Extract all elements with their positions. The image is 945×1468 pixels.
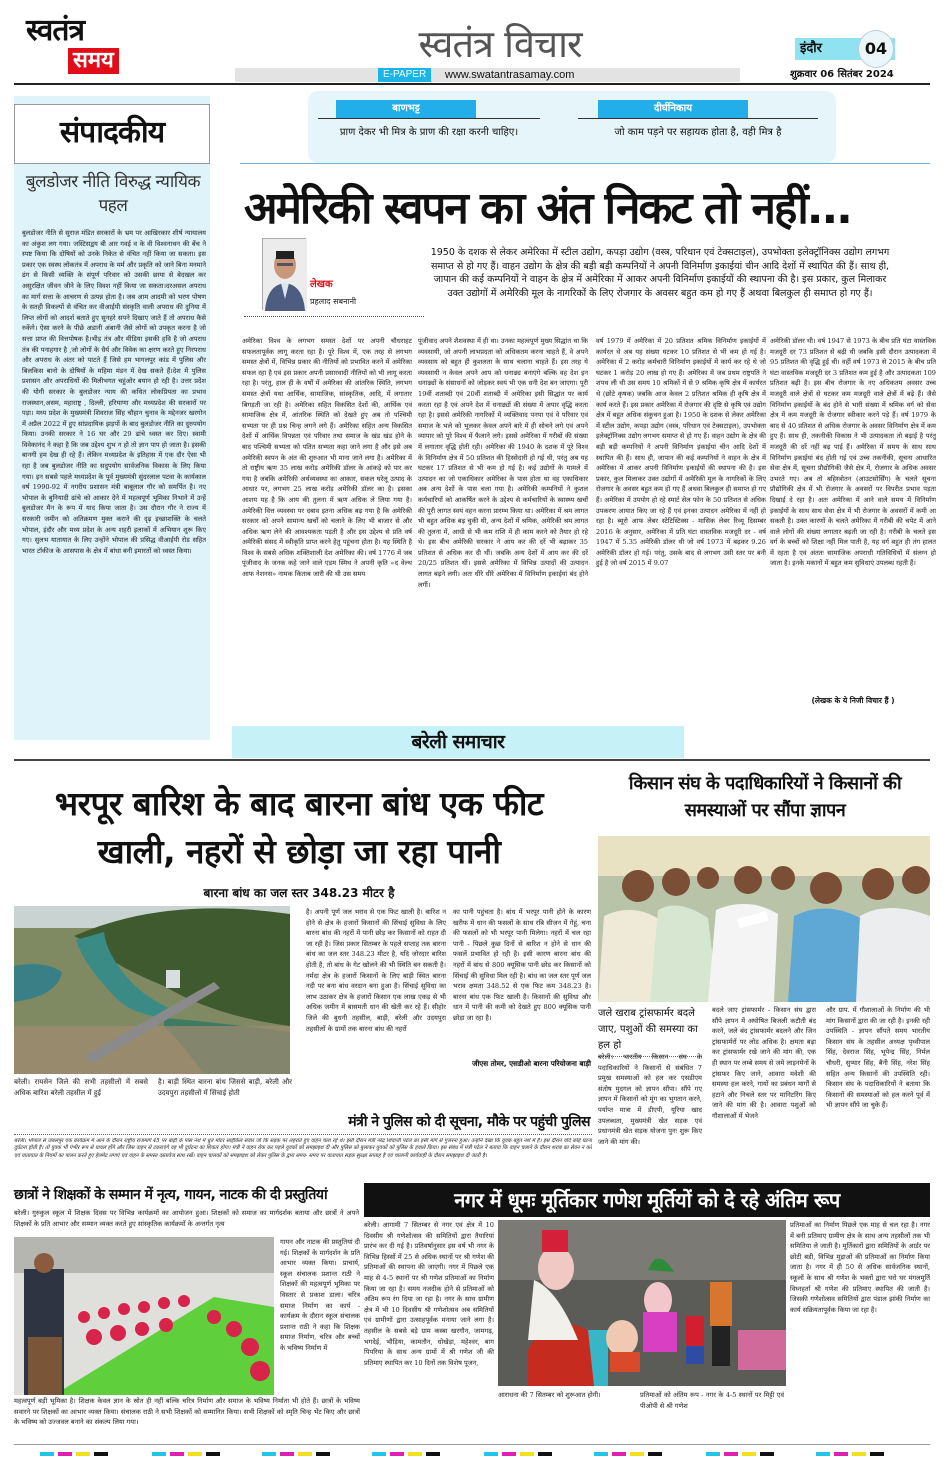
registration-mark (612, 1452, 626, 1456)
ganesh-story-headline[interactable]: नगर में धूमः मूर्तिकार गणेश मूर्तियों को दे रहे अंतिम रूप (454, 1188, 840, 1212)
registration-mark (408, 1452, 422, 1456)
registration-mark (724, 1452, 738, 1456)
registration-mark (76, 1452, 90, 1456)
farmers-story-column: बदले जाए ट्रांसफार्मर - किसान संघ द्वारा सौंपे ज्ञापन में अघोषित बिजली कटौती बंद करने, जले बंद ट्रांसफार्मर बदलने और जिन ट्रांसफार्मरों पर लोड अधिक है। क्षमता बढ़ा कर ट्रांसफार्मर रखे जाने की मांग की, एक ही स्थान पर लम्बे समय से जमे लाइनमेनों के ट्रांसफर किए जाने, आवारा मवेशी की समस्या हल करने, गायों का प्रबंधन मार्गों से हटाने और निचले स्तर पर मानिटरिंग किए जाने की मांग की है। आवारा पशुओं को गौशालाओं में भेजने (712, 1006, 816, 1120)
dam-story-column: का पानी पहुंचता है। बांध में भरपूर पानी होने के कारण खरीफ में धान की फसलों के साथ रबि सीजन में गेहूं, चना की फसलों को भी भरपूर पानी मिलेगा। नहरों में चल रहा पानी - पिछले कुछ दिनों से बारिश न होने से धान की फसलें प्रभावित हो रही है। इसी कारण बारना बांध की नहरों में बांध से 800 क्यूसिक पानी छोड कर किसानों को सिंचाई की सुविधा मिल रही है। बांध का जल स्तर पूर्ण जल भराव क्षमता 348.52 से एक फिट कम 348.23 है। बारना बांध एक फिट खाली है। किसानों की सुविधा और धान में पानी की कमी को देखते हुए 800 क्यूसिक पानी छोड़ा जा रहा है। (453, 908, 591, 1022)
article-disclaimer: (लेखक के ये निजी विचार हैं ) (811, 696, 895, 705)
author-photo (262, 238, 306, 310)
farmers-story-column: बरेली। भारतीय किसान संघ के पदाधिकारियों ने किसानों से संबंधित 7 प्रमुख समस्याओं को हल कर एसडीएम संतोष मुदगल को ज्ञापन सौंपा। सौंपे गए ज्ञापन में किसानों को मूंग का भुगतान करने, पर्याप्त मात्रा में डीएपी, यूरिया खाद उपलब्धता, मुख्यमंत्री खेत सड़क एवं प्रधानमंत्री खेत सड़क योजना पुनः शुरू किए जाने की मांग की। (598, 1053, 702, 1146)
article-top-rule (240, 163, 930, 164)
registration-mark (630, 1452, 644, 1456)
article-column: अमेरिकी डॉलर थी। वर्ष 1947 से 1973 के बीच प्रति घंटा वास्तविक मजदूरी दर 73 प्रतिशत से बढ़ी थी जबकि इसी दौरान उत्पादकता में 95 प्रतिशत की वृद्धि हुई थी। वहीं वर्ष 1973 से 2015 के बीच प्रति घंटा वास्तविक मजदूरी दर 3 प्रतिशत कम हुई है और उत्पादकता 109 प्रतिशत बढ़ी है। इस बीच रोजगार के नए अधिकतम अवसर उच्च मजदूरी वाले क्षेत्रों से घटकर कम मजदूरी वाले क्षेत्रों में बढ़े हैं। जैसे विनिर्माण इकाईयों के बंद होने से भारी संख्या में श्रमिक वर्ग को सेवा क्षेत्र में कम मजदूरी के रोजगार स्वीकार करने पड़े हैं। वर्ष 1979 के बाद से 40 प्रतिशत से अधिक रोजगार के अवसर विनिर्माण क्षेत्र में कम हुए हैं। साथ ही, तकनीकी विकास ने भी उत्पादकता तो बढ़ाई है परंतु मजदूरी की दरें नहीं बढ़ पाई हैं। अमेरिका में समय के साथ साथ विनिर्माण इकाईयां बंद होती गई एवं उच्च तकनीकी, सूचना आधारित सेवा क्षेत्र में, सूचना प्रौद्योगिकी जैसे क्षेत्र में, रोजगार के अधिक अवसर उभरते गए। अब तो बहिस्त्रोतन (आउटसोर्सिंग) के चलते सूचना प्रौद्योगिकी क्षेत्र में भी रोजगार के अवसरों पर विपरीत प्रभाव पड़ता दिखाई दे रहा है। अतः अमेरिका में आने वाले समय में विनिर्माण इकाईयों के साथ साथ सेवा क्षेत्र में भी रोजगार के अवसरों में कमी आ सकती है। उक्त कारणों के चलते अमेरिका में गरीबी की चपेट में आने वाले लोगों की संख्या लगातार बढ़ती जा रही है। गरीबी के चलते इस वर्ग के बच्चों को शिक्षा नहीं मिल पाती है, यह वर्ग बहुत ही तंग हालत में रहता है एवं अंततः सामाजिक अपराधी गतिविधियों में संलग्न हो जाता है। इनके मकानों में बहुत कम सुविधाएं उपलब्ध रहती हैं। (770, 337, 936, 568)
registration-mark (834, 1452, 848, 1456)
teachers-story-headline[interactable]: छात्रों ने शिक्षकों के सम्मान में नृत्य, गायन, नाटक की दी प्रस्तुतियां (14, 1187, 328, 1203)
author-portrait-icon (263, 239, 307, 311)
registration-mark (152, 1452, 166, 1456)
dam-photo-caption: बरेली। रायसेन जिले की सभी तहसीलों में सबसे अधिक बारिश बरेली तहसील में हुई (14, 1078, 148, 1097)
epaper-badge[interactable]: E-PAPER (378, 68, 431, 82)
dam-story-signature: जीएस तोमर, एसडीओ बारना परियोजना बाड़ी (472, 1059, 591, 1068)
footer-rule (14, 1444, 930, 1445)
ganesh-photo-caption: प्रतिमाओं को अंतिम रूप - नगर के 4-5 स्थानों पर मिट्टी एवं पीओपी से श्री गणेश (640, 1391, 784, 1410)
registration-mark (372, 1452, 386, 1456)
registration-mark (40, 1452, 54, 1456)
section-divider (14, 759, 930, 761)
dam-story-column: है। अपनी पूर्ण जल भराव से एक फिट खाली है। बारिश न होने से क्षेत्र के हजारों किसानों की सिंचाई सुविधा के लिए बारना बांध की नहरों में पानी छोड़ कर किसानों को राहत दी जा रही है। जिस प्रकार सितम्बर के पहले सप्ताह तक बारना बांध का जल स्तर 348.23 मीटर है, यदि जोरदार बारिश होती है, तो बांध के गेट खोलने की भी स्थिति बन सकती है। नर्मदा क्षेत्र के हजारों किसानों के लिए बाड़ी स्थित बारना नदी पर बना बांध वरदान बना हुआ है। सिंचाई सुविधा का लाभ उठाकर क्षेत्र के हजारों किसान एक लाख एकड़ से भी अधिक जमीन में बासमती धान की खेती कर रहे हैं। सीहोर जिले की बुधनी तहसील, बाड़ी, बरेली और उदयपुरा तहसीलों के ग्रामों तक बारना बांध की नहरों (306, 908, 446, 1033)
logo-line-2: समय (68, 48, 119, 74)
website-link[interactable]: www.swatantrasamay.com (445, 69, 575, 81)
dam-story-subhead: बारना बांध का जल स्तर 348.23 मीटर है (203, 886, 395, 900)
masthead-divider (14, 83, 930, 85)
editorial-body: बुलडोजर नीति से सुराज मंडित सरकारों के भ्रम पर आखिरकार शीर्ष न्यायालय का अंकुश लग गया। जस्टिसद्वय बी आर गवई व के वी विश्वनाथन की बेंच ने स्पष्ट किया कि दोषियों को उनके निकेत से वंचित नहीं किया जा सकता। इस प्रकार एक स्वस्थ लोकतंत्र में अपराध के मर्म और प्रकृति को जाने बिना मनमाने ढंग से किसी व्यक्ति के संपूर्ण परिवार को उसकी छाया से बेदखल कर असुरक्षित जीवन जीने के लिए विवश नहीं किया जा सकता।दरअसल अपराध का मार्ग सत्ता के आचरण से उत्पन्न होता है। जब आम आदमी को भरण पोषण के सतही विकल्पों से वंचित कर वीआईपी संस्कृति वाली अपराध की दुनिया में लिप्त लोगों को आदर्श बताते हुए सुनहरे सपने दिखाए जाते हैं तो अपराध कैसे रुकेंगे। ऐसा करने के पीछे अडानी अंबानी जैसे लोगों को उपकृत करना है जो सत्ता प्राप्त की वित्तपोषक है।भीड़ तंत्र और मीडिया इसकी हवि है जो अपराध तंत्र की पनाहगार है ,जो लोगों के धैर्य और विवेक का क्षरण करते हुए निरपराध और अपराध के अंतर को पाटते हैं जिसे हम भागलपुर कांड में पुलिस और बिलकिस बानो के दोषियों के महिमा मंडन में देख सकते हैं।देश में पुलिस प्रशासन और अपराधियों की मिलीभगत चहुंओर बयान हो रही है। उत्तर प्रदेश की योगी सरकार के बुलडोजर न्याय की कथित लोकप्रियता का प्रभाव राजस्थान,असम, महाराष्ट्र , दिल्ली, हरियाणा और मध्यप्रदेश की सरकारों पर पड़ा। मध्य प्रदेश के मुख्यमंत्री शिवराज सिंह चौहान चुनाव के मद्देनजर खरगोन में अप्रैल 2022 में हुए सांप्रदायिक झड़पों के बाद बुलडोजर नीति का दुरुपयोग किया। उनकी सरकार ने 16 घर और 29 ढांचे ध्वस्त कर दिए। स्वामी विवेकानंद ने कहा है कि जब उद्देश्य शुभ न हो तो ज्ञान पाप हो जाता है। इसकी बानगी हम देख ही रहे हैं। लेकिन मध्यप्रदेश के इतिहास में एक दौर ऐसा भी रहा है जब बुलडोजर नीति का सदुपयोग सार्वजनिक विकास के लिए किया गया। इन सबसे पहले मध्यप्रदेश के पूर्व मुख्यमंत्री सुंदरलाल पटवा के कार्यकाल वर्ष 1990-92 में नगरीय प्रशासन मंत्री बाबूलाल गौर को समर्पित है। नए भोपाल के बुनियादी ढांचे को आकार देने में महत्वपूर्ण भूमिका निभाने में उन्हें बुलडोजर मैन के रूप में याद किया जाता है। उस दौरान गौर ने राज्य में सरकारी जमीन को अतिक्रमण मुक्त कराने की दृढ़ इच्छाशक्ति के चलते भोपाल, इंदौर और मध्य प्रदेश के अन्य शहरी इलाकों में अभियान शुरू किए गए। सुलभ यातायात के लिए उन्होंने भोपाल की प्रसिद्ध वीआईपी रोड सहित भारत टॉकीज के आसपास के क्षेत्र में बांधा बनी इमारतों को ध्वस्त किया। (22, 229, 206, 555)
teachers-story-lead: बरेली। गुरुकुल स्कूल में शिक्षक दिवस पर विभिन्न कार्यक्रमों का आयोजन हुआ। शिक्षकों को समाज का मार्गदर्शक बताया और छात्रों ने अपने शिक्षकों के प्रति आभार और सम्मान व्यक्त करते हुए सांस्कृतिक कार्यक्रमों के अन्तर्गत नृत्य (14, 1209, 359, 1228)
quote-divider (578, 118, 818, 119)
teachers-story-column: गायन और नाटक की प्रस्तुतियां दी गई। शिक्षकों के मार्गदर्शन के प्रति आभार व्यक्त किया। प्राचार्य, स्कूल संचालक प्रशान्त राठी ने शिक्षकों की महत्वपूर्ण भूमिका पर विस्तार से प्रकाश डाला। चरित्र समाज निर्माण का कार्य - कार्यक्रम के दौरान स्कूल संचालक प्रशान्त राठी ने कहा कि शिक्षक समाज निर्माण, चरित्र और बच्चों के भविष्य निर्माण में (280, 1238, 360, 1352)
registration-mark (852, 1452, 866, 1456)
registration-mark (262, 1452, 276, 1456)
registration-mark (280, 1452, 294, 1456)
quote-text: प्राण देकर भी मित्र के प्राण की रक्षा करनी चाहिए। (339, 127, 519, 138)
registration-mark (816, 1452, 830, 1456)
editorial-headline: बुलडोजर नीति विरुद्ध न्यायिक पहल (25, 172, 201, 216)
group-people-icon (598, 836, 930, 1002)
ganesh-idols-photo (498, 1220, 786, 1386)
registration-mark (760, 1452, 774, 1456)
quote-author: दीर्घनिकाय (598, 100, 748, 118)
police-story-headline[interactable]: मंत्री ने पुलिस को दी सूचना, मौके पर पहुंची पुलिस (348, 1114, 590, 1130)
article-column: पूंजीवाद अपने शैशवस्था में ही था। उनका महत्वपूर्ण मुख्य सिद्धांत था कि व्यवसायी, जो अपनी लाभप्रदता को अधिकतम करना चाहते हैं, वे अपने व्यवसाय को बहुत ही कुशलता के साथ चलाना चाहते हैं। इस तरह ये व्यवसायी न केवल अपने आप को धनाढ्य बनाएंगे बल्कि वह देश इन धनाढ्यों के संसाधनों को जोड़कर स्वयं भी एक धनी देश बन जाएगा। पूरी 19वीं शताब्दी एवं 20वीं शताब्दी में अमेरिका इसी सिद्धांत पर कार्य करता रहा है एवं अपने देश में धनाढ्यों की संख्या में अपार वृद्धि करता रहा है। इससे अमेरिकी नागरिकों में व्यक्तिवाद पनपा एवं वे परिवार एवं समाज के भले को भूलकर केवल अपने बारे में ही सोचने लगे एवं अपने व्यापार को पूरे विश्व में फैलाने लगे। इससे अमेरिका में गरीबों की संख्या में लगातार वृद्धि होती रही। अमेरिका की 1940 के दशक में पूरे विश्व के विनिर्माण क्षेत्र में 50 प्रतिशत की हिस्सेदारी हो गई थी, परंतु अब यह घटकर 17 प्रतिशत से भी कम हो गई है। कई उद्योगों के मामले में उत्पादन का जो एकाधिकार अमेरिका के पास होता था वह एकाधिकार अब अन्य देशों के पास चला गया है। अमेरिकी कम्पनियों ने कुशल कर्मचारियों को आकर्षित करने के उद्देश्य से कर्मचारियों के स्वास्थ्य खर्चों की पूरी लागत स्वयं वहन करना प्रारम्भ किया था। अमेरिका में श्रम लागत भी बहुत अधिक बढ़ चुकी थी, अन्य देशों में श्रमिक, अमेरिकी श्रम लागत की तुलना में, आधी से भी कम राशि में ही काम करने को तैयार हो रहे थे। इस बीच अमेरिकी सरकार ने आय कर की दरें भी बढ़ाकर 35 प्रतिशत से अधिक कर दी थीं। जबकि अन्य देशों में आय कर की दरें 20/25 प्रतिशत थीं। इससे अमेरिका में विभिन्न उत्पादों की उत्पादन लागत बढ़ने लगी। अतः धीरे धीरे अमेरिका में विनिर्माण इकाईयां बंद होने लगीं। (418, 337, 588, 589)
registration-mark (188, 1452, 202, 1456)
registration-mark (594, 1452, 608, 1456)
registration-mark (298, 1452, 312, 1456)
police-story-divider (14, 1134, 592, 1135)
farmers-story-subhead: जले खराब ट्रांसफार्मर बदले जाए, पशुओं की समस्या का हल हो (598, 1006, 702, 1057)
registration-mark (316, 1452, 330, 1456)
quote-author: बाणभट्ट (336, 100, 476, 118)
dam-story-headline[interactable]: भरपूर बारिश के बाद बारना बांध एक फीट खाली, नहरों से छोड़ा जा रहा पानी (54, 784, 544, 871)
section-band-label: बरेली समाचार (411, 731, 505, 753)
ganesh-story-column: बरेली। आगामी 7 सितम्बर से नगर एवं क्षेत्र में 10 दिवसीय श्री गणेशोत्सव की समितियों द्वारा तैयारियां प्रारंभ कर दी गई है। प्रतिवर्षानुसार इस वर्ष भी नगर के विभिन्न हिस्सों में 25 से अधिक स्थानों पर श्री गणेश की प्रतिमाओं की स्थापना की जाएगी। नगर में पिछले एक माह से 4-5 स्थानों पर श्री गणेश प्रतिमाओं का निर्माण किया जा रहा है। समय नजदीक होने से प्रतिमाओं को अंतिम रूप रंग दिया जा रहा है। नगर के साथ ग्रामीण क्षेत्र में भी 10 दिवसीय श्री गणेशोत्सव अब समितियों एवं ग्रामीणों द्वारा उत्साहपूर्वक मनाया जाने लगा है। तहसील के सबसे बड़े ग्राम कस्बा खरगौन, जामगढ़, भगदेई, भौड़िया, कामतौन, धोखेड़ा, महेश्वर, बाग पिपरिया के साथ अन्य ग्रामों में श्री गणेश जी की प्रतिमाए स्थापित कर 10 दिनों तक विशेष पूजन, (364, 1221, 494, 1367)
registration-mark (648, 1452, 662, 1456)
farmers-photo (598, 836, 930, 1002)
registration-mark (170, 1452, 184, 1456)
registration-mark (870, 1452, 884, 1456)
quote-text: जो काम पड़ने पर सहायक होता है, वही मित्र है (614, 127, 782, 138)
farmers-story-headline[interactable]: किसान संघ के पदाधिकारियों ने किसानों की समस्याओं पर सौंपा ज्ञापन (628, 773, 902, 821)
registration-mark (58, 1452, 72, 1456)
main-headline[interactable]: अमेरिकी स्वपन का अंत निकट तो नहीं... (244, 183, 851, 234)
registration-mark (502, 1452, 516, 1456)
registration-mark (520, 1452, 534, 1456)
registration-mark (206, 1452, 220, 1456)
farmers-story-column: और ग्राप. में गौशालाओं के निर्माण की भी मांग किसानों द्वारा की जा रही है। इनकी रही उपस्थिति - ज्ञापन सौंपते समय भारतीय किसान संघ के तहसील अध्यक्ष पृथ्वीपाल सिंह, देवराज सिंह, भूपेन्द्र सिंह, निर्मल चौधरी, सुप्यार सिंह, बैनी सिंह, नरेश सिंह सहित अन्य किसानों की उपस्थिति रही। किसान संघ के पदाधिकारियों ने बताया कि किसानों की समस्याओं को हल करने पूर्व में भी ज्ञापन सौंपे जा चुके हैं। (826, 1006, 930, 1110)
quote-divider (318, 118, 540, 119)
registration-mark (484, 1452, 498, 1456)
registration-mark (94, 1452, 108, 1456)
ganesh-photo-caption: आराधना की 7 सितम्बर को शुरूआत होगी। (498, 1391, 601, 1399)
article-column: वर्ष 1979 में अमेरिका में 20 प्रतिशत श्रमिक विनिर्माण इकाईयों में कार्यरत थे अब यह संख्या घटकर 10 प्रतिशत से भी कम हो गई है। अमेरिका में 2 करोड़ कर्मचारी विनिर्माण इकाईयों में कार्य कर रहे थे जो घटकर 1 करोड़ 20 लाख हो गए हैं। अमेरिका में जब प्रथम राष्ट्रपति ने शपथ ली थी उस समय 10 श्रमिकों में से 9 श्रमिक कृषि क्षेत्र में कार्यरत थे (छोटे कृषक) जबकि आज केवल 2 प्रतिशत श्रमिक ही कृषि क्षेत्र में कार्य करते हैं। इस प्रकार अमेरिका में रोजगार की दृष्टि से कृषि एवं उद्योग क्षेत्र में बहुत अधिक संकुचन हुआ है। 1950 के दशक से लेकर अमेरिका में स्टील उद्योग, कपड़ा उद्योग (वस्त्र, परिधान एवं टेक्सटाइल), उपभोक्ता इलेक्ट्रॉनिक्स उद्योग लगभग समाप्त से हो गए हैं। वाहन उद्योग के क्षेत्र की बड़ी बड़ी कम्पनियों ने अपनी विनिर्माण इकाईयां चीन आदि देशों में स्थापित की हैं। साथ ही, जापान की कई कम्पनियों ने वाहन के क्षेत्र में अमेरिका में आकर अपनी विनिर्माण इकाईयों की स्थापना की है। इस प्रकार, कुल मिलाकर उक्त उद्योगों में अमेरिकी मूल के नागरिकों के लिए रोजगार के अवसर बहुत कम हो गए हैं अथवा बिलकुल ही समाप्त हो गए हैं। अमेरिका में उपयोग हो रहे स्मार्ट सेल फोन के 50 प्रतिशत से अधिक उपकरण आयात किए जा रहे हैं एवं इनका उत्पादन अमेरिका में नहीं हो रहा है। ब्यूरो आफ लेबर स्टेटिस्टिक्स - मासिक लेबर रिव्यू दिसम्बर 2016 के अनुसार, अमेरिका में प्रति घंटा वास्तविक मजदूरी दर - वर्ष 1947 में 5.35 अमेरिकी डॉलर थी जो वर्ष 1973 में बढ़कर 9.26 अमेरिकी डॉलर हो गई। परंतु, उसके बाद से लगभग उसी स्तर पर बनी हुई है जो वर्ष 2015 में 9.07 (596, 337, 766, 568)
author-name: प्रहलाद सबनानी (310, 297, 357, 306)
registration-mark (426, 1452, 440, 1456)
school-event-photo (14, 1237, 274, 1395)
teachers-story-tail: महत्वपूर्ण बड़ी भूमिका है। शिक्षक केवल ज्ञान के स्रोत ही नहीं बल्कि चरित्र निर्माण और समाज के भविष्य निर्माता भी होते हैं। छात्रों के भविष्य सवारने पर शिक्षकों का आभार व्यक्त किया। संचालक राठी ने सभी शिक्षकों को सम्मानित किया। सभी शिक्षकों को स्मृति चिन्ह भेंट किए और छात्रों के भविष्य को उज्जवल बनाने का संकल्प लिया गया। (14, 1397, 360, 1427)
registration-mark (390, 1452, 404, 1456)
police-story-body: बरेली। भोपाल से जबलपुर एक कार्यक्रम में आने के दौरान राष्ट्रीय राजमार्ग 45 पर बाड़ी के पास नशे में धुत मोटर साईकिल सवार जो कि सड़क पर लहराते हुए वाहन चला रहे थे। इसी दौरान मंत्री नरेंद्र शिवाजी पटेल का इसी मार्ग से गुजरना हुआ। उन्होंने देखा कि युवक बहुत नशे में हैं। इस दौरान यदि कोई घटना दुर्घटना होती है। तो युवक भी गंभीर रूप से घायल होंगे और जिस वाहन से टकराएंगे वह भी दुर्घटना का शिकार होगा। मंत्री ने वाहन रोक कर पहले युवकों को समझाइश दी और पुलिस को बुलाकर युवकों को पुलिस के हवाले किया। इस संबंध में मंत्री पटेल ने बताया कि वाहन चलाने के दौरान शराब का सेवन न करें एवं यातायात के नियमों का पालन करते हुए हेलमेट लगाएं एवं वाहन के समस्त दस्तावेज साथ रखें। वाहन चालकों को समझाइश को लेकर पुलिस के द्वारा समय- समय पर यातायात सड़क सुरक्षा सप्ताह है एवं चालानी कार्यवाही के दौरान समझाइश दी जाती है। (14, 1138, 592, 1159)
dam-photo-caption: है। बाड़ी स्थित बारना बांध जिससे बाड़ी, बरेली और उदयपुरा तहसीलों में सिंचाई होती (158, 1078, 292, 1097)
page-number: 04 (858, 30, 894, 68)
dam-photo (14, 906, 290, 1074)
page-title: स्वतंत्र विचार (418, 22, 582, 66)
newspaper-logo (26, 14, 156, 76)
dam-landscape-icon (14, 906, 290, 1074)
author-label: लेखक (310, 279, 333, 290)
idol-workshop-icon (498, 1220, 786, 1386)
registration-mark (706, 1452, 720, 1456)
editorial-section-title: संपादकीय (59, 115, 165, 150)
registration-mark (538, 1452, 552, 1456)
classroom-audience-icon (14, 1237, 274, 1395)
article-column: अमेरिका विश्व के लगभग समस्त देशों पर अपनी चौधराहट सफलतापूर्वक लागू करता रहा है। पूरे विश्व में, एक तरह से लगभग समस्त क्षेत्रों में, विभिन्न प्रकार की नीतियों को प्रभावित करने में अमेरिका सफल रहा है एवं इस प्रकार अपनी प्रसारवादी नीतियों को भी लागू करता रहा है। परंतु, हाल ही के वर्षों में अमेरिका की आंतरिक स्थिति, लगभग समस्त क्षेत्रों यथा आर्थिक, सामाजिक, सांस्कृतिक, आदि, में लगातार बिगड़ती जा रही है। अमेरिका सहित विकसित देशों की, आर्थिक एवं सामाजिक क्षेत्र में, आंतरिक स्थिति को देखते हुए अब तो पश्चिमी सभ्यता पर ही प्रश्न चिन्ह लगने लगे हैं। अमेरिका सहित अन्य विकसित देशों में आर्थिक विपन्नता एवं परिवार तथा समाज के खंड खंड होने के बाद पश्चिमी सभ्यता को पतित सभ्यता कहा जाने लगा है और इसे अब अमेरिकी स्वपन के अंत की शुरुआत भी माना जाने लगा है। अमेरिका में तो राष्ट्रीय ऋण 35 लाख करोड़ अमेरिकी डॉलर के आंकड़े को पार कर गया है जबकि अमेरिकी अर्थव्यवस्था का आकार, सकल घरेलू उत्पाद के आधार पर, लगभग 25 लाख करोड़ अमेरिकी डॉलर का है। इसका आशय यह है कि आय की तुलना में ऋण अधिक ले लिया गया है। अमेरिकी वित्त व्यवस्था पर दबाव इतना अधिक बढ़ गया है कि अमेरिकी सरकार को अपने सामान्य खर्चों को चलाने के लिए भी बाजार से और अधिक ऋण लेने की आवश्यकता पड़ती है और इस उद्देश्य से प्रति वर्ष अमेरिकी संसद में स्वीकृति प्राप्त करने हेतु पहुंचना होता है। यह स्थिति है विश्व के सबसे अधिक शक्तिशाली देश अमेरिका की। वर्ष 1776 में जब पूंजीवाद के जनक कहे जाने वाले एडम स्मिथ ने अपनी कृति «द वेल्थ आफ नेशनस» नामक किताब जारी की थी उस समय (242, 337, 412, 579)
article-lead: 1950 के दशक से लेकर अमेरिका में स्टील उद्योग, कपड़ा उद्योग (वस्त्र, परिधान एवं टेक्सटाइल), उपभोक्ता इलेक्ट्रॉनिक्स उद्योग लगभग समाप्त से हो गए हैं। वाहन उद्योग के क्षेत्र की बड़ी बड़ी कम्पनियों ने अपनी विनिर्माण इकाईयां चीन आदि देशों में स्थापित की हैं। साथ ही, जापान की कई कम्पनियों ने वाहन के क्षेत्र में अमेरिका में आकर अपनी विनिर्माण इकाईयों की स्थापना की है। इस प्रकार, कुल मिलाकर उक्त उद्योगों में अमेरिकी मूल के नागरिकों के लिए रोजगार के अवसर बहुत कम हो गए हैं अथवा बिलकुल ही समाप्त हो गए हैं। (430, 247, 890, 299)
edition-city: इंदौर (800, 41, 822, 56)
author-divider (244, 316, 424, 317)
logo-line-1: स्वतंत्र (26, 13, 85, 48)
registration-mark (742, 1452, 756, 1456)
issue-date: शुक्रवार 06 सितंबर 2024 (790, 69, 894, 80)
ganesh-story-column: प्रतिमाओं का निर्माण पिछले एक माह से चल रहा है। नगर में बनी प्रतिमाए ग्रामीण क्षेत्र के साथ अन्य तहसीलों तक भी समितिया ले जाती है। मूर्तिकारों द्वारा समितियों के आर्डर पर छोटी बडी, विभिन्न मुद्राओं की प्रतिमाओं का निर्माण किया जाता है। नगर में ही 50 से अधिक सार्वजनिक स्थानों, स्कूलों के साथ श्री गणेश के भक्तों द्वारा घरो घर मंगलमूर्ति विघ्नहर्ता श्री गणेश की प्रतिमाए स्थापित की जाती है। जिसकी गणेशोत्सव समितियों द्वारा पंडाल झांकी निर्माण का कार्य सक्रियतापूर्वक किया जा रहा है। (790, 1221, 930, 1314)
